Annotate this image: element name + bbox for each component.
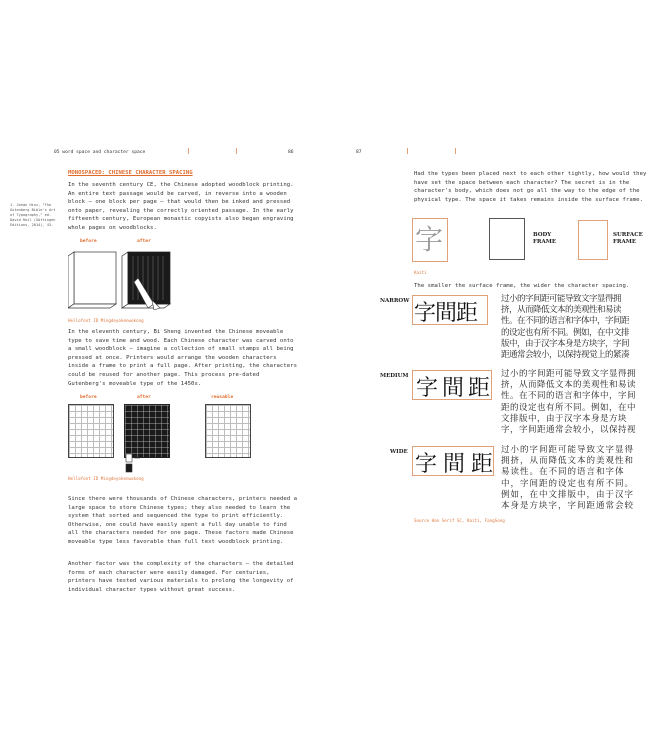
- medium-characters: 字間距: [416, 376, 495, 401]
- surface-frame-box: [578, 220, 608, 260]
- sample-caption: Source Han Serif SC, Kaiti, FangSong: [414, 518, 505, 523]
- type-stamp-illustration: [124, 452, 144, 474]
- body-frame-box: [489, 218, 525, 260]
- blank-woodblock: [68, 252, 116, 308]
- fig1-before-label: before: [80, 239, 97, 244]
- footnote: 1. Johan Hinz, "The Gutenberg Bible's Art of Typography," ed. David Reil (Göttingen Editions, 2014), 43.: [10, 203, 56, 227]
- surface-frame-label: SURFACE FRAME: [613, 232, 643, 245]
- header-divider: [407, 148, 408, 154]
- page-number-left: 86: [288, 150, 294, 155]
- woodblock-illustration: [68, 248, 196, 310]
- wide-characters: 字間距: [415, 452, 500, 477]
- char-frame-example: [412, 218, 448, 262]
- fig2-after-label: after: [137, 395, 151, 400]
- filled-type-frame: [124, 404, 170, 458]
- header-divider: [188, 148, 189, 154]
- header-divider: [236, 148, 237, 154]
- fig1-caption: Hellofont ID Mingdeyokenwokong: [68, 318, 144, 323]
- frame-note: The smaller the surface frame, the wider the character spacing.: [414, 283, 630, 289]
- paragraph-moveable-type: In the eleventh century, Bi Sheng invented the Chinese moveable type to save time and wood. Each Chinese character was carved onto a small woodblock — imagine a collection of small stamps all being pressed at once. Printers would arrange the wooden characters inside a frame to print a full page. After printing, the characters could be reused for another page. This process pre-dated Gutenberg's moveable type of the 1450s.: [68, 329, 297, 387]
- empty-type-frame: [68, 404, 114, 458]
- carved-woodblock: [122, 252, 170, 310]
- wide-char-frame: [412, 446, 500, 477]
- chapter-title: 05 word space and character space: [54, 150, 146, 155]
- narrow-label: NARROW: [380, 298, 410, 304]
- narrow-sample-text: 过小的字间距可能导致文字显得拥挤，从而降低文本的美观性和易读性。在不同的语言和字体中，字间距的设定也有所不同。例如，在中文排版中，由于汉字本身是方块字，字间距通常会较小，以保持视觉上的紧凑: [501, 294, 630, 360]
- example-character: 字: [415, 223, 444, 256]
- paragraph-storage: Since there were thousands of Chinese characters, printers needed a large space to store Chinese types; they also needed to learn the system that sorted and sequenced the type to print efficiently. Otherwise, one could have easily spent a full day unable to find all the characters needed for one page. These factors made Chinese moveable type less favorable than full text woodblock printing.: [68, 496, 297, 545]
- medium-label: MEDIUM: [380, 373, 409, 379]
- body-frame-label: BODY FRAME: [533, 232, 557, 245]
- fig2-caption: Hellofont ID Mingdeyokenwokong: [68, 476, 144, 481]
- reusable-type-frame: [205, 404, 251, 458]
- medium-sample-text: 过小的字间距可能导致文字显得拥挤，从而降低文本的美观性和易读性。在不同的语言和字体中，字间距的设定也有所不同。例如，在中文排版中，由于汉字本身是方块字，字间距通常会较小，以保持视: [501, 369, 636, 435]
- wide-sample-text: 过小的字间距可能导致文字显得拥挤，从而降低文本的美观性和易读性。在不同的语言和字体中，字间距的设定也有所不同。例如，在中文排版中，由于汉字本身是方块字，字间距通常会较: [501, 445, 635, 511]
- header-divider: [455, 148, 456, 154]
- fig2-before-label: before: [80, 395, 97, 400]
- page-number-right: 87: [356, 150, 362, 155]
- fig2-reusable-label: reusable: [211, 395, 234, 400]
- paragraph-woodblock: In the seventh century CE, the Chinese adopted woodblock printing. An entire text passage would be carved, in reverse into a wooden block — one block per page — that would then be inked and pressed onto paper, revealing the correctly oriented passage. In the early fifteenth century, European monastic copyists also began engraving whole pages on woodblocks.: [68, 182, 294, 231]
- narrow-characters: 字間距: [414, 301, 478, 326]
- wide-label: WIDE: [390, 449, 408, 455]
- medium-char-frame: [412, 370, 495, 401]
- narrow-char-frame: [412, 295, 488, 325]
- paragraph-complexity: Another factor was the complexity of the characters — the detailed forms of each character were easily damaged. For centuries, printers have tested various materials to prolong the longevity of individual character types without great success.: [68, 561, 294, 593]
- paragraph-surface-frame: Had the types been placed next to each other tightly, how would they have set the space between each character? The secret is in the character's body, which does not go all the way to the edge of the physical type. The space it takes remains inside the surface frame.: [414, 171, 647, 203]
- section-heading: MONOSPACED: CHINESE CHARACTER SPACING: [68, 170, 193, 176]
- fig1-after-label: after: [137, 239, 151, 244]
- frame-caption: Kaiti: [414, 270, 427, 275]
